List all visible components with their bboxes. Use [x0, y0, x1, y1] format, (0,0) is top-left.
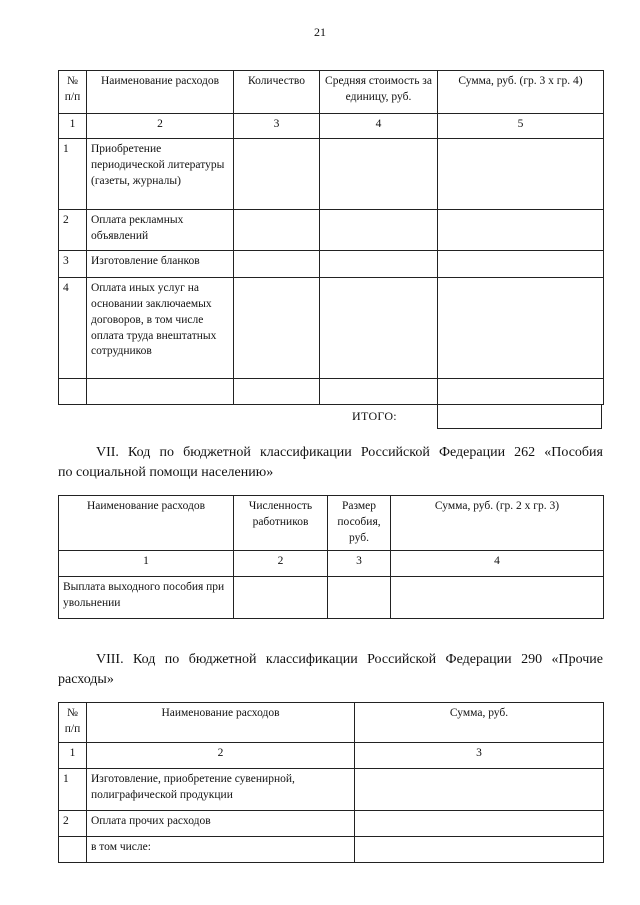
row-name: в том числе:	[87, 837, 355, 863]
row-number: 1	[59, 769, 87, 811]
col-header-name: Наименование расходов	[59, 496, 234, 551]
empty-cell	[355, 837, 604, 863]
col-number: 3	[328, 551, 391, 577]
empty-cell	[355, 811, 604, 837]
empty-cell	[234, 379, 320, 405]
col-header-benefit-size: Размер пособия, руб.	[328, 496, 391, 551]
row-name	[87, 379, 234, 405]
col-number: 5	[438, 114, 604, 139]
col-header-number: № п/п	[59, 703, 87, 743]
section-7-heading-line2: по социальной помощи населению»	[58, 464, 274, 480]
empty-cell	[320, 278, 438, 379]
section-7-heading-line1: VII. Код по бюджетной классификации Российской Федерации 262 «Пособия	[96, 445, 603, 460]
section-8-heading-line1: VIII. Код по бюджетной классификации Российской Федерации 290 «Прочие	[96, 652, 603, 667]
empty-cell	[320, 210, 438, 251]
col-number: 4	[320, 114, 438, 139]
column-number-row	[59, 743, 604, 769]
col-number: 1	[59, 114, 87, 139]
col-number: 4	[391, 551, 604, 577]
empty-cell	[234, 139, 320, 210]
row-name: Приобретение периодической литературы (газеты, журналы)	[87, 139, 234, 210]
row-number: 4	[59, 278, 87, 379]
other-expenses-table	[58, 702, 604, 863]
table-row	[59, 251, 604, 278]
empty-cell	[438, 139, 604, 210]
col-number: 2	[234, 551, 328, 577]
table-row	[59, 210, 604, 251]
empty-cell	[355, 769, 604, 811]
row-name: Изготовление бланков	[87, 251, 234, 278]
row-name: Оплата иных услуг на основании заключаемых договоров, в том числе оплата труда внештатных сотрудников	[87, 278, 234, 379]
section-8-heading	[58, 650, 603, 689]
table-header-row	[59, 496, 604, 551]
col-number: 1	[59, 743, 87, 769]
col-header-sum: Сумма, руб. (гр. 2 х гр. 3)	[391, 496, 604, 551]
col-header-sum: Сумма, руб.	[355, 703, 604, 743]
col-header-name: Наименование расходов	[87, 703, 355, 743]
table-row	[59, 379, 604, 405]
empty-cell	[234, 210, 320, 251]
col-header-sum: Сумма, руб. (гр. 3 х гр. 4)	[438, 71, 604, 114]
row-name: Изготовление, приобретение сувенирной, полиграфической продукции	[87, 769, 355, 811]
col-header-name: Наименование расходов	[87, 71, 234, 114]
table-row	[59, 769, 604, 811]
empty-cell	[328, 577, 391, 619]
col-number: 2	[87, 114, 234, 139]
col-header-unit-cost: Средняя стоимость за единицу, руб.	[320, 71, 438, 114]
table-row	[59, 139, 604, 210]
table-header-row	[59, 703, 604, 743]
table-row	[59, 577, 604, 619]
benefits-table	[58, 495, 604, 619]
col-number: 1	[59, 551, 234, 577]
table-row	[59, 837, 604, 863]
col-header-quantity: Количество	[234, 71, 320, 114]
row-number: 1	[59, 139, 87, 210]
empty-cell	[234, 577, 328, 619]
col-header-number: № п/п	[59, 71, 87, 114]
total-label: ИТОГО:	[352, 409, 397, 423]
total-value-cell	[437, 404, 602, 429]
column-number-row	[59, 114, 604, 139]
empty-cell	[438, 379, 604, 405]
empty-cell	[320, 139, 438, 210]
row-number: 2	[59, 811, 87, 837]
row-number	[59, 379, 87, 405]
row-name: Оплата рекламных объявлений	[87, 210, 234, 251]
empty-cell	[438, 210, 604, 251]
col-number: 2	[87, 743, 355, 769]
empty-cell	[320, 379, 438, 405]
page-number: 21	[314, 25, 326, 39]
col-number: 3	[355, 743, 604, 769]
table-row	[59, 811, 604, 837]
col-number: 3	[234, 114, 320, 139]
row-number	[59, 837, 87, 863]
section-8-heading-line2: расходы»	[58, 671, 114, 687]
row-number: 3	[59, 251, 87, 278]
empty-cell	[391, 577, 604, 619]
row-name: Оплата прочих расходов	[87, 811, 355, 837]
expenses-table-1	[58, 70, 604, 405]
table-row	[59, 278, 604, 379]
empty-cell	[438, 251, 604, 278]
row-name: Выплата выходного пособия при увольнении	[59, 577, 234, 619]
section-7-heading	[58, 443, 603, 482]
row-number: 2	[59, 210, 87, 251]
col-header-workers: Численность работников	[234, 496, 328, 551]
column-number-row	[59, 551, 604, 577]
table-header-row	[59, 71, 604, 114]
empty-cell	[438, 278, 604, 379]
empty-cell	[234, 278, 320, 379]
empty-cell	[234, 251, 320, 278]
empty-cell	[320, 251, 438, 278]
